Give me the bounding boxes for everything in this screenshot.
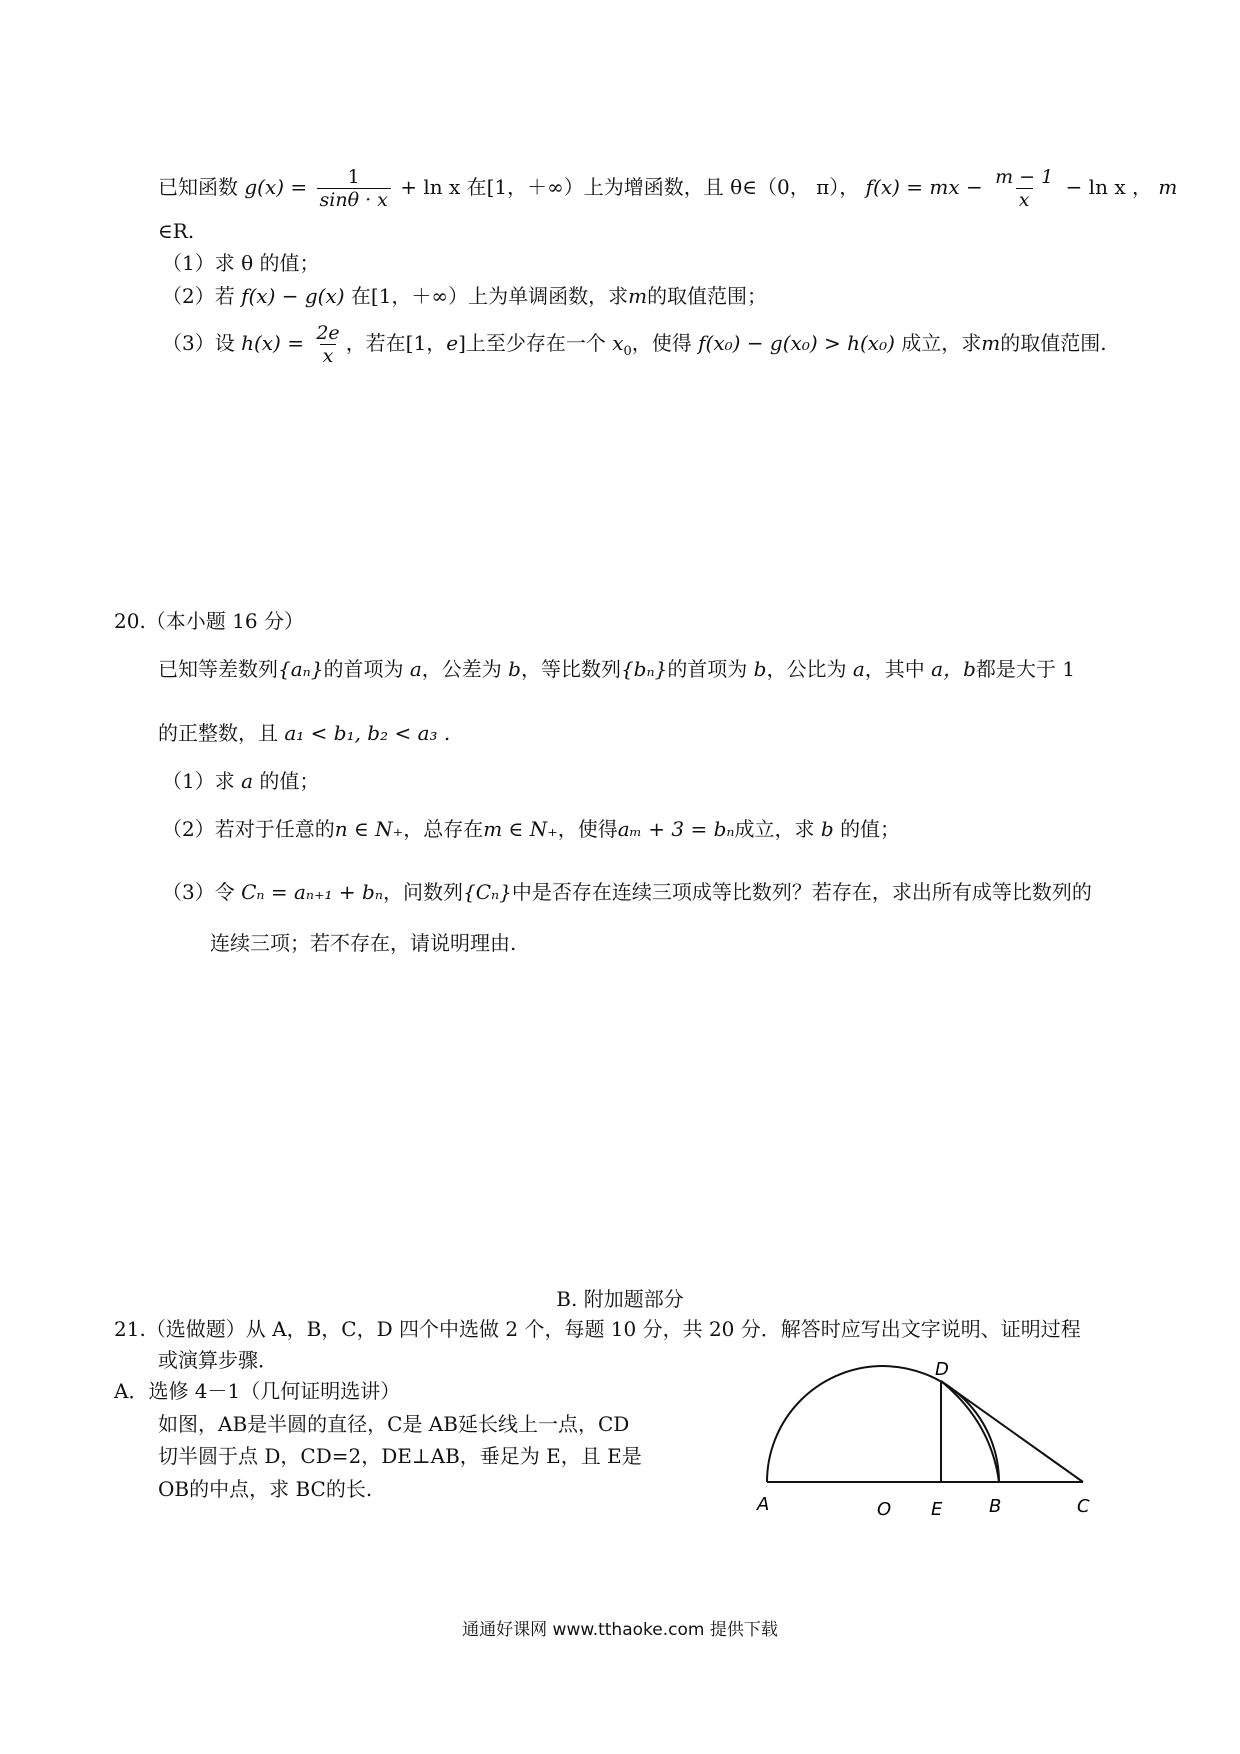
label-E: E — [931, 1499, 943, 1520]
q21-line-2: 或演算步骤． — [158, 1348, 278, 1372]
q19-line-2 — [158, 218, 194, 244]
label-B: B — [989, 1496, 1002, 1517]
q19-fraction-3: $\frac{2e}{x}$ — [316, 322, 340, 367]
q20-header: 20.（本小题 16 分） — [114, 609, 304, 633]
q19-interval-text: 在[1，＋∞）上为增函数，且 θ∈（0， π）， — [466, 175, 860, 199]
q20-part-3-cont: 连续三项；若不存在，请说明理由. — [210, 931, 517, 955]
q19-fraction-2 — [992, 166, 1056, 211]
footer-credit: 通通好课网 www.tthaoke.com 提供下载 — [462, 1620, 778, 1640]
q21-line-1: 21.（选做题）从 A，B，C，D 四个中选做 2 个，每题 10 分，共 20 分．解答时应写出文字说明、证明过程 — [114, 1317, 1081, 1341]
q19-part-1: （1）求 θ 的值； — [162, 251, 320, 275]
q19-frac2-num: m − 1 — [995, 166, 1054, 188]
q19-part-3: （3）设 h(x) = $\frac{2e}{x}$ ，若在[1，e]上至少存在一个 $x_0$，使得 f(x₀) − g(x₀) > h(x₀) 成立，求m的取值范围. — [162, 322, 1107, 367]
q19-minus-lnx: − ln x ， — [1065, 175, 1152, 199]
q19-frac2-den: x — [1016, 188, 1033, 211]
q19-plus-lnx: + ln x — [400, 175, 461, 199]
semicircle-arc — [767, 1366, 999, 1482]
tangent-cd-line — [941, 1381, 1083, 1482]
q20-part-3: （3）令 Cₙ = aₙ₊₁ + bₙ，问数列{Cₙ}中是否存在连续三项成等比数列？若存在，求出所有成等比数列的 — [162, 880, 1092, 904]
q20-line-1: 已知等差数列{aₙ}的首项为 a，公差为 b，等比数列{bₙ}的首项为 b，公比为 a，其中 a，b都是大于 1 — [158, 657, 1075, 681]
q19-frac1-num: 1 — [347, 166, 360, 188]
partB-title: B. 附加题部分 — [556, 1287, 684, 1311]
q19-part-2: （2）若 f(x) − g(x) 在[1，＋∞）上为单调函数，求m的取值范围； — [162, 284, 768, 308]
q19-m-var: m — [1158, 175, 1178, 199]
q20-part-2: （2）若对于任意的n ∈ N₊，总存在m ∈ N₊，使得aₘ + 3 = bₙ成立，求 b 的值； — [162, 817, 901, 841]
q19-inequality: f(x₀) − g(x₀) > h(x₀) — [698, 331, 895, 355]
arc-db — [941, 1381, 999, 1482]
q21a-line-3: OB的中点，求 BC的长. — [158, 1477, 373, 1501]
q19-f-lhs: f(x) = mx − — [865, 175, 983, 199]
q19-p2-expr: f(x) − g(x) — [241, 284, 345, 308]
q19-h-lhs: h(x) = — [241, 331, 304, 355]
label-O: O — [877, 1499, 892, 1520]
q19-in-r: ∈R. — [158, 219, 195, 243]
q21a-title: A．选修 4－1（几何证明选讲） — [114, 1379, 401, 1403]
label-C: C — [1077, 1496, 1090, 1517]
q19-frac1-den: sinθ · x — [317, 188, 391, 211]
label-D: D — [935, 1359, 949, 1380]
label-A: A — [757, 1494, 770, 1515]
q19-fraction-1 — [317, 166, 391, 211]
q20-line-2: 的正整数，且 a₁ < b₁, b₂ < a₃ . — [158, 721, 451, 745]
q20-condition: a₁ < b₁, b₂ < a₃ . — [284, 721, 451, 745]
q21a-line-2: 切半圆于点 D，CD=2，DE⊥AB，垂足为 E，且 E是 — [158, 1444, 642, 1468]
q19-intro: 已知函数 — [158, 175, 238, 199]
q20-part-1: （1）求 a 的值； — [162, 769, 320, 793]
q19-line-1 — [158, 166, 1177, 211]
q19-g-lhs: g(x) = — [244, 175, 308, 199]
geometry-figure — [745, 1340, 1145, 1540]
q21a-line-1: 如图，AB是半圆的直径，C是 AB延长线上一点，CD — [158, 1412, 630, 1436]
